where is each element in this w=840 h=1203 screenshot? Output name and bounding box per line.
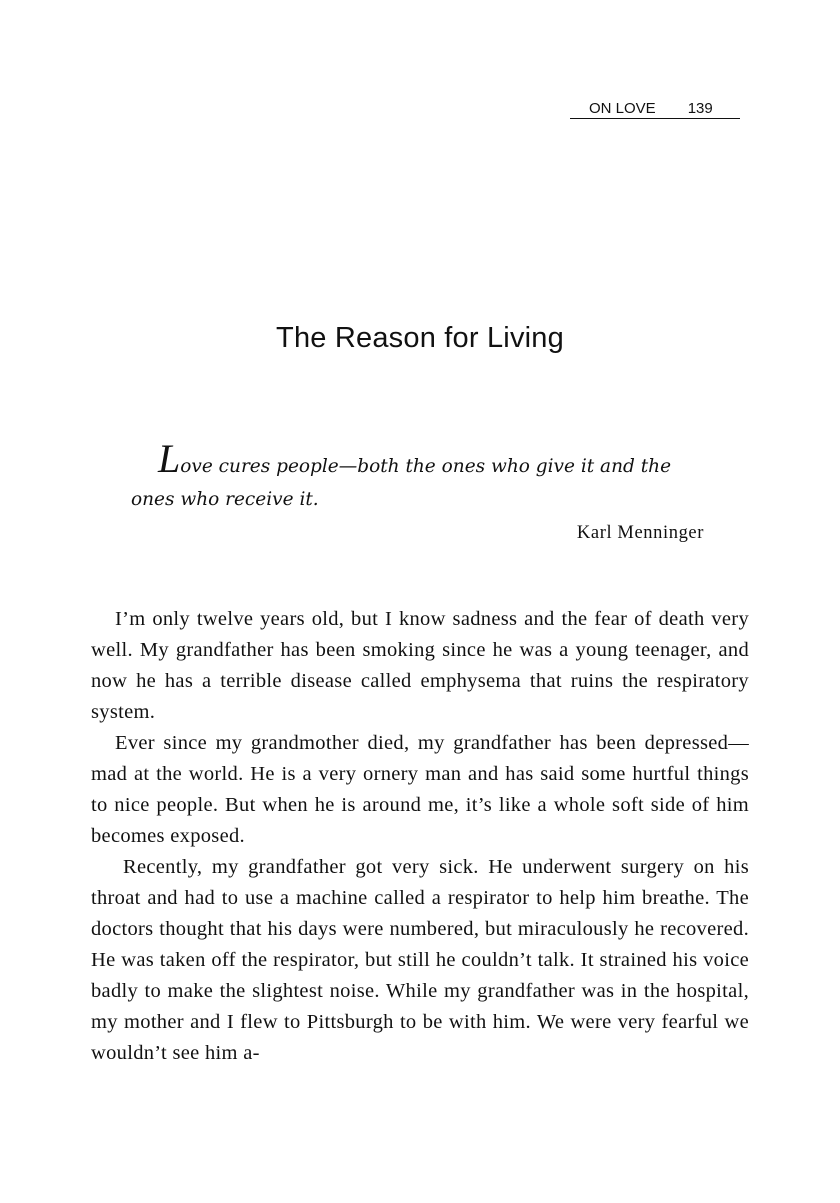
- body-text: [91, 604, 749, 1069]
- paragraph: Recently, my grandfather got very sick. He underwent surgery on his throat and had to use a machine called a respirator to help him breathe. The doctors thought that his days were numbered, but miraculously he recovered. He was taken off the respirator, but still he couldn’t talk. It strained his voice badly to make the slightest noise. While my grandfather was in the hospital, my mother and I flew to Pittsburgh to be with him. We were very fearful we wouldn’t see him a-: [91, 856, 749, 1064]
- epigraph: [131, 436, 706, 516]
- epigraph-drop-cap: L: [158, 436, 181, 481]
- chapter-title: The Reason for Living: [276, 322, 564, 354]
- section-name: ON LOVE: [589, 100, 656, 117]
- running-head: [570, 100, 740, 119]
- epigraph-attribution: Karl Menninger: [576, 523, 704, 543]
- page-number: 139: [687, 100, 713, 117]
- paragraph: Ever since my grandmother died, my grandfather has been depressed—mad at the world. He is a very ornery man and has said some hurtful things to nice people. But when he is around me, it’s like a whole soft side of him becomes exposed.: [91, 732, 749, 847]
- paragraph: I’m only twelve years old, but I know sadness and the fear of death very well. My grandfather has been smoking since he was a young teenager, and now he has a terrible disease called emphysema that ruins the respiratory system.: [91, 608, 749, 723]
- epigraph-text: ove cures people—both the ones who give it and the ones who receive it.: [131, 456, 672, 510]
